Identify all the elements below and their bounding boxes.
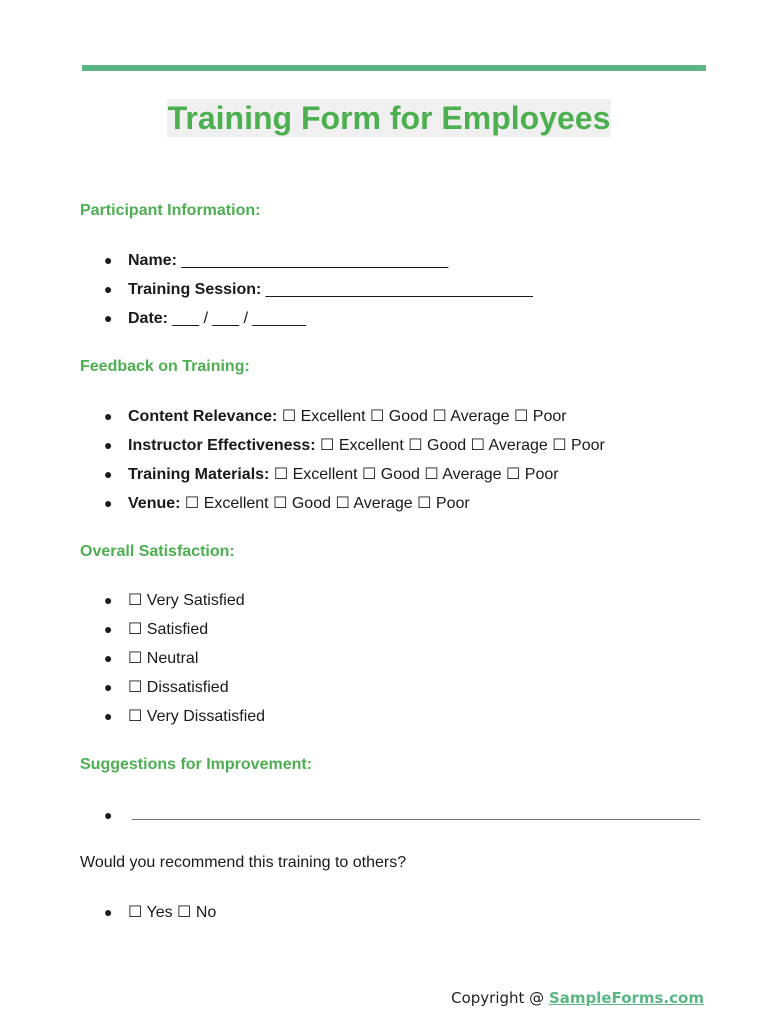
footer-copyright	[451, 988, 704, 1008]
feedback-instructor-item	[104, 435, 605, 456]
recommend-question: Would you recommend this training to others?	[80, 854, 407, 871]
satisfaction-option-dissatisfied[interactable]	[104, 677, 229, 698]
date-label: Date:	[128, 310, 169, 327]
section-heading-satisfaction: Overall Satisfaction:	[80, 543, 235, 560]
title-container	[0, 99, 778, 137]
date-field[interactable]: ___ / ___ / ______	[168, 310, 306, 327]
bullet: ●	[104, 495, 113, 511]
bullet: ●	[104, 904, 113, 920]
feedback-content-relevance-item	[104, 406, 567, 427]
section-heading-participant: Participant Information:	[80, 202, 261, 219]
feedback-venue-item	[104, 493, 470, 514]
option-label: ☐ Satisfied	[128, 621, 209, 638]
section-heading-feedback: Feedback on Training:	[80, 358, 250, 375]
bullet: ●	[104, 650, 113, 666]
option-label: ☐ Neutral	[128, 650, 199, 667]
bullet: ●	[104, 437, 113, 453]
training-session-field[interactable]: ______________________________	[261, 281, 533, 298]
recommend-options-item	[104, 902, 216, 923]
instructor-effectiveness-label: Instructor Effectiveness:	[128, 437, 316, 454]
bullet: ●	[104, 408, 113, 424]
participant-name-item	[104, 250, 448, 271]
bullet: ●	[104, 281, 113, 297]
training-materials-options[interactable]: ☐ Excellent ☐ Good ☐ Average ☐ Poor	[269, 466, 559, 483]
bullet: ●	[104, 310, 113, 326]
bullet: ●	[104, 466, 113, 482]
satisfaction-option-satisfied[interactable]	[104, 619, 208, 640]
training-session-label: Training Session:	[128, 281, 262, 298]
bullet: ●	[104, 621, 113, 637]
suggestions-item	[104, 805, 700, 826]
copyright-text: Copyright @	[451, 989, 549, 1007]
satisfaction-option-neutral[interactable]	[104, 648, 198, 669]
recommend-options[interactable]: ☐ Yes ☐ No	[128, 904, 217, 921]
bullet: ●	[104, 252, 113, 268]
brand-link[interactable]: SampleForms.com	[548, 989, 704, 1007]
name-field[interactable]: ______________________________	[176, 252, 449, 269]
top-divider	[82, 65, 706, 71]
bullet: ●	[104, 592, 113, 608]
feedback-materials-item	[104, 464, 559, 485]
content-relevance-options[interactable]: ☐ Excellent ☐ Good ☐ Average ☐ Poor	[277, 408, 567, 425]
content-relevance-label: Content Relevance:	[128, 408, 278, 425]
training-materials-label: Training Materials:	[128, 466, 270, 483]
section-heading-suggestions: Suggestions for Improvement:	[80, 756, 313, 773]
satisfaction-option-very-satisfied[interactable]	[104, 590, 245, 611]
venue-options[interactable]: ☐ Excellent ☐ Good ☐ Average ☐ Poor	[180, 495, 470, 512]
participant-session-item	[104, 279, 533, 300]
page-title: Training Form for Employees	[167, 100, 611, 136]
name-label: Name:	[128, 252, 177, 269]
suggestions-input-line[interactable]	[132, 805, 700, 820]
option-label: ☐ Very Satisfied	[128, 592, 245, 609]
venue-label: Venue:	[128, 495, 181, 512]
bullet: ●	[104, 679, 113, 695]
option-label: ☐ Very Dissatisfied	[128, 708, 266, 725]
bullet: ●	[104, 807, 113, 823]
satisfaction-option-very-dissatisfied[interactable]	[104, 706, 265, 727]
instructor-effectiveness-options[interactable]: ☐ Excellent ☐ Good ☐ Average ☐ Poor	[315, 437, 605, 454]
participant-date-item	[104, 308, 306, 329]
option-label: ☐ Dissatisfied	[128, 679, 229, 696]
bullet: ●	[104, 708, 113, 724]
